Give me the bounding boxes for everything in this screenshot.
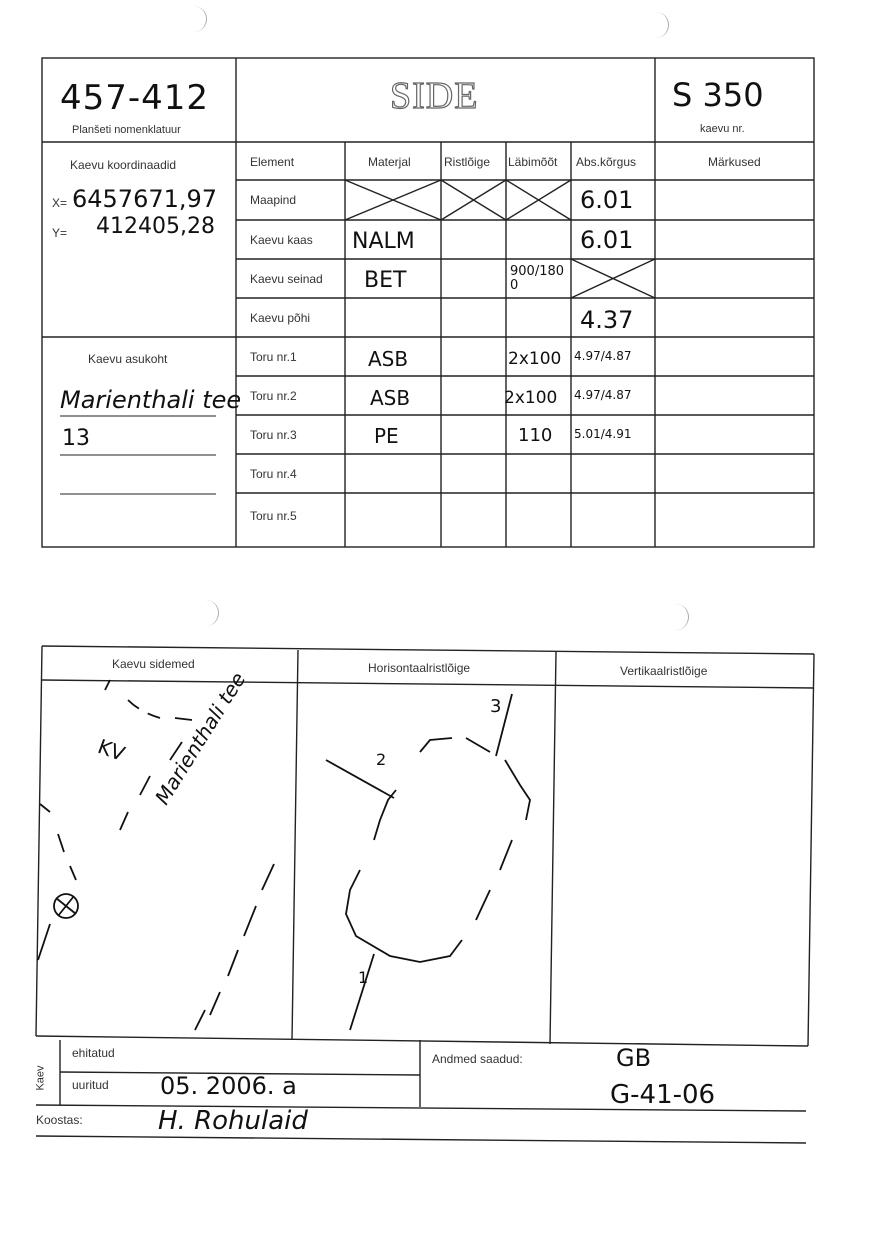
connection-sketch: [38, 680, 274, 1030]
footer-author-label: Koostas:: [36, 1113, 83, 1127]
col-header-abs-height: Abs.kõrgus: [576, 155, 637, 169]
sketch-kv-label: KV: [94, 734, 129, 766]
row-kaas-height: 6.01: [580, 225, 634, 254]
sketch-pipe-2-label: 2: [376, 750, 387, 769]
y-label: Y=: [52, 226, 68, 240]
footer-surveyed-value: 05. 2006. a: [160, 1072, 297, 1100]
row-toru2-height: 4.97/4.87: [574, 388, 632, 402]
row-pohi-height: 4.37: [580, 305, 634, 334]
sketch-pipe-3-label: 3: [490, 696, 502, 717]
page-title: SIDE: [390, 75, 479, 117]
row-seinad-diameter: 900/1800: [510, 263, 565, 293]
row-toru2-material: ASB: [370, 385, 411, 410]
row-toru3-element: Toru nr.3: [250, 427, 297, 442]
row-toru5-element: Toru nr.5: [250, 509, 297, 523]
col-header-element: Element: [250, 155, 295, 169]
row-seinad-material: BET: [364, 268, 407, 293]
footer-data-source-label: Andmed saadud:: [432, 1052, 523, 1066]
row-toru1-height: 4.97/4.87: [574, 349, 632, 363]
row-kaas-element: Kaevu kaas: [250, 232, 313, 247]
coordinates-label: Kaevu koordinaadid: [70, 158, 177, 172]
row-kaas-material: NALM: [352, 229, 415, 254]
well-number-value: S 350: [672, 76, 764, 114]
col-header-notes: Märkused: [708, 155, 761, 169]
row-toru3-material: PE: [374, 423, 399, 448]
location-number: 13: [62, 426, 90, 451]
col-header-cross-section: Ristlõige: [444, 155, 491, 169]
row-toru2-diameter: 2x100: [504, 387, 558, 408]
row-seinad-element: Kaevu seinad: [250, 271, 323, 286]
x-value: 6457671,97: [72, 185, 218, 213]
plan-nomenclature-value: 457-412: [60, 78, 210, 118]
sketch-street-label: Marienthali tee: [150, 667, 251, 809]
location-street: Marienthali tee: [60, 386, 242, 414]
y-value: 412405,28: [96, 214, 215, 239]
col-header-material: Materjal: [368, 155, 411, 169]
sketch-pipe-1-label: 1: [358, 968, 369, 987]
row-pohi-element: Kaevu põhi: [250, 310, 311, 325]
footer-data-source-2: G-41-06: [610, 1080, 716, 1110]
row-toru4-element: Toru nr.4: [250, 466, 297, 481]
x-label: X=: [52, 196, 68, 210]
footer-author-value: H. Rohulaid: [158, 1106, 308, 1136]
footer-side-label: Kaev: [34, 1065, 47, 1091]
sketch-col1-header: Kaevu sidemed: [112, 657, 195, 671]
row-maapind-height: 6.01: [580, 186, 634, 214]
well-number-label: kaevu nr.: [700, 123, 745, 135]
plan-nomenclature-label: Planšeti nomenklatuur: [72, 124, 181, 136]
col-header-diameter: Läbimõõt: [508, 155, 558, 169]
row-toru3-diameter: 110: [518, 425, 553, 446]
row-toru1-material: ASB: [368, 346, 409, 371]
horizontal-section-sketch: [326, 694, 530, 1030]
row-toru2-element: Toru nr.2: [250, 388, 297, 403]
row-toru1-element: Toru nr.1: [250, 349, 297, 364]
location-label: Kaevu asukoht: [88, 352, 168, 366]
sketch-col2-header: Horisontaalristlõige: [368, 661, 471, 675]
footer-surveyed-label: uuritud: [72, 1078, 109, 1092]
row-toru3-height: 5.01/4.91: [574, 427, 632, 441]
sketch-col3-header: Vertikaalristlõige: [620, 664, 708, 678]
footer-mapped-label: ehitatud: [72, 1046, 115, 1060]
row-maapind-element: Maapind: [250, 193, 297, 207]
row-toru1-diameter: 2x100: [508, 348, 562, 369]
footer-data-source-1: GB: [616, 1044, 652, 1072]
